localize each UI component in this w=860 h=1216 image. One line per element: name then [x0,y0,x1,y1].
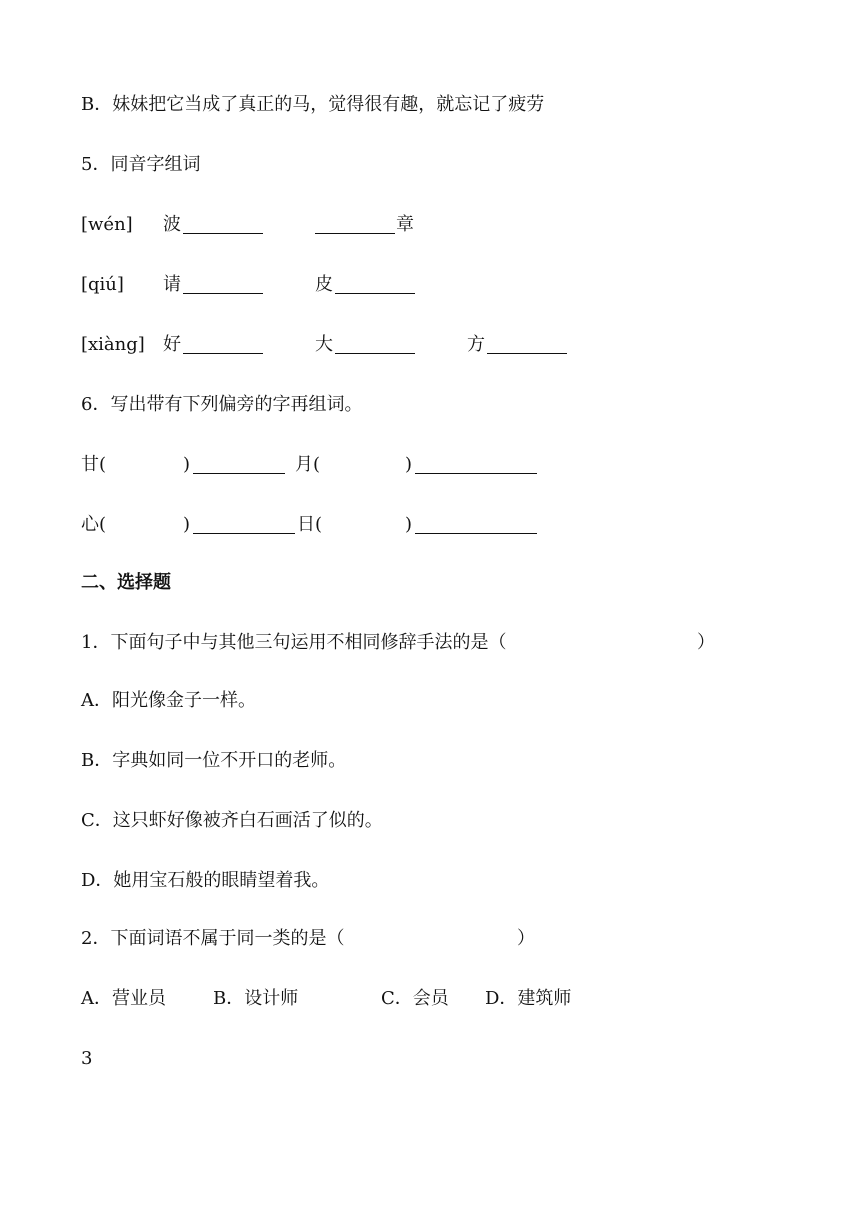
blank-qing[interactable] [183,293,263,294]
radical-yue: 月( [295,454,321,475]
blank-fang[interactable] [487,353,567,354]
blank-pi[interactable] [335,293,415,294]
option-1-c: C．这只虾好像被齐白石画活了似的。 [81,810,383,831]
option-2-c: C．会员 [381,988,449,1009]
blank-da[interactable] [335,353,415,354]
radical-row-2 [81,512,561,538]
word-da: 大 [315,334,333,355]
homophone-row-qiu [81,272,481,298]
radical-xin: 心( [81,514,107,535]
question-5-title: 5．同音字组词 [81,154,201,175]
radical-gan: 甘( [81,454,107,475]
option-2-d: D．建筑师 [485,988,572,1009]
question-6-title: 6．写出带有下列偏旁的字再组词。 [81,394,363,415]
choice-question-2 [81,926,561,952]
choice-question-1 [81,630,741,656]
choice-question-1-close: ） [697,632,715,653]
option-2-b: B．设计师 [213,988,299,1009]
blank-ri-word[interactable] [415,533,537,534]
homophone-row-xiang [81,332,601,358]
word-bo: 波 [163,214,181,235]
radical-gan-close: ) [183,454,191,475]
choice-question-1-text: 1．下面句子中与其他三句运用不相同修辞手法的是（ [81,632,507,653]
homophone-row-wen [81,212,481,238]
blank-xin-word[interactable] [193,533,295,534]
word-qing: 请 [163,274,181,295]
pinyin-wen: [wén] [81,214,133,235]
option-2-a: A．营业员 [81,988,166,1009]
word-fang: 方 [467,334,485,355]
pinyin-qiu: [qiú] [81,274,124,295]
radical-ri: 日( [297,514,323,535]
word-pi: 皮 [315,274,333,295]
option-1-d: D．她用宝石般的眼睛望着我。 [81,870,330,891]
word-hao: 好 [163,334,181,355]
blank-yue-word[interactable] [415,473,537,474]
section-2-title: 二、选择题 [81,572,171,593]
option-b-sister: B．妹妹把它当成了真正的马，觉得很有趣，就忘记了疲劳 [81,94,545,115]
choice-question-2-close: ） [517,928,535,949]
choice-question-2-text: 2．下面词语不属于同一类的是（ [81,928,345,949]
radical-yue-close: ) [405,454,413,475]
blank-zhang[interactable] [315,233,395,234]
pinyin-xiang: [xiàng] [81,334,145,355]
word-zhang: 章 [396,214,414,235]
radical-row-1 [81,452,561,478]
page-number: 3 [81,1048,93,1069]
blank-bo[interactable] [183,233,263,234]
blank-hao[interactable] [183,353,263,354]
option-1-b: B．字典如同一位不开口的老师。 [81,750,347,771]
blank-gan-word[interactable] [193,473,285,474]
radical-xin-close: ) [183,514,191,535]
radical-ri-close: ) [405,514,413,535]
option-1-a: A．阳光像金子一样。 [81,690,256,711]
choice-question-2-options [81,986,601,1012]
